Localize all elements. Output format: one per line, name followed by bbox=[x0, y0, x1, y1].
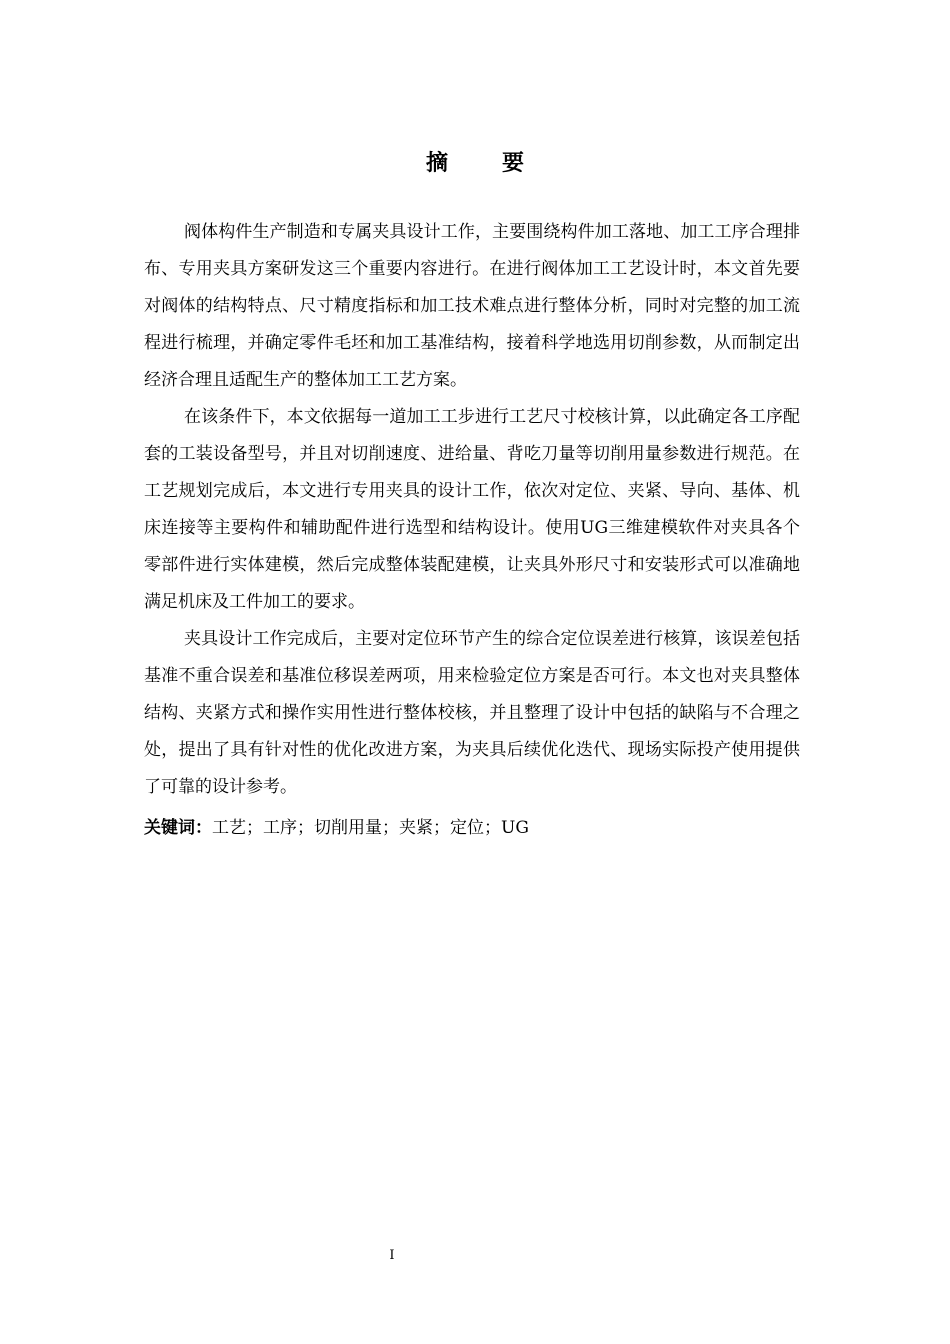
abstract-paragraph-1: 阀体构件生产制造和专属夹具设计工作，主要围绕构件加工落地、加工工序合理排布、专用夹具方案研发这三个重要内容进行。在进行阀体加工工艺设计时，本文首先要对阀体的结构特点、尺寸精度指标和加工技术难点进行整体分析，同时对完整的加工流程进行梳理，并确定零件毛坯和加工基准结构，接着科学地选用切削参数，从而制定出经济合理且适配生产的整体加工工艺方案。 bbox=[144, 222, 800, 390]
keywords-line bbox=[144, 810, 800, 847]
keywords-value: 工艺；工序；切削用量；夹紧；定位；UG bbox=[212, 818, 529, 838]
abstract-paragraph-2: 在该条件下，本文依据每一道加工工步进行工艺尺寸校核计算，以此确定各工序配套的工装设备型号，并且对切削速度、进给量、背吃刀量等切削用量参数进行规范。在工艺规划完成后，本文进行专用夹具的设计工作，依次对定位、夹紧、导向、基体、机床连接等主要构件和辅助配件进行选型和结构设计。使用UG三维建模软件对夹具各个零部件进行实体建模，然后完成整体装配建模，让夹具外形尺寸和安装形式可以准确地满足机床及工件加工的要求。 bbox=[144, 407, 800, 612]
abstract-paragraph-3: 夹具设计工作完成后，主要对定位环节产生的综合定位误差进行核算，该误差包括基准不重合误差和基准位移误差两项，用来检验定位方案是否可行。本文也对夹具整体结构、夹紧方式和操作实用性进行整体校核，并且整理了设计中包括的缺陷与不合理之处，提出了具有针对性的优化改进方案，为夹具后续优化迭代、现场实际投产使用提供了可靠的设计参考。 bbox=[144, 629, 800, 797]
abstract-title: 摘 要 bbox=[425, 151, 540, 176]
abstract-body bbox=[144, 214, 800, 847]
page-number: I bbox=[389, 1248, 395, 1263]
keywords-label: 关键词： bbox=[144, 818, 212, 838]
